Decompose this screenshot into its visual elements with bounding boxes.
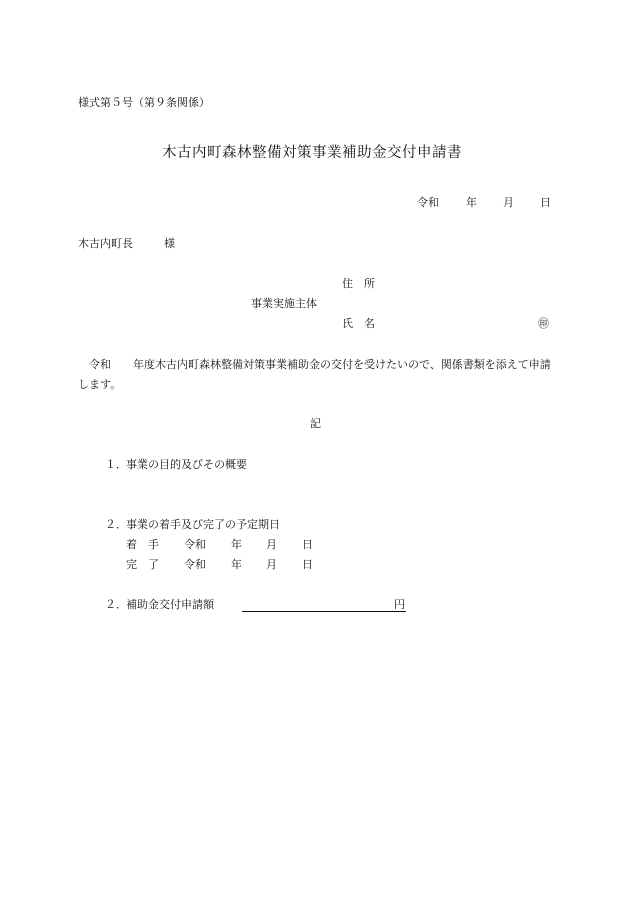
addressee-name: 木古内町長 (78, 237, 133, 250)
ki-label: 記 (310, 417, 321, 430)
document-title: 木古内町森林整備対策事業補助金交付申請書 (162, 145, 462, 161)
schedule-month: 月 (266, 558, 277, 571)
item-number: ２． (105, 598, 127, 611)
entity-label: 事業実施主体 (251, 297, 317, 310)
amount-underline (242, 611, 406, 612)
item-number: １． (105, 458, 127, 471)
address-label: 住 所 (342, 277, 375, 290)
date-day: 日 (540, 196, 551, 209)
date-era: 令和 (417, 196, 439, 209)
form-number: 様式第５号（第９条関係） (78, 96, 210, 109)
schedule-year: 年 (231, 558, 242, 571)
item-label: 事業の着手及び完了の予定期日 (126, 518, 280, 531)
body-paragraph: 令和 年度木古内町森林整備対策事業補助金の交付を受けたいので、関係書類を添えて申請します。 (78, 358, 551, 391)
schedule-month: 月 (266, 538, 277, 551)
item-label: 事業の目的及びその概要 (126, 458, 247, 471)
name-label: 氏 名 (342, 317, 375, 330)
schedule-label: 着 手 (126, 538, 159, 551)
schedule-year: 年 (231, 538, 242, 551)
schedule-label: 完 了 (126, 558, 159, 571)
addressee-honorific: 様 (164, 237, 175, 250)
schedule-era: 令和 (184, 538, 206, 551)
schedule-day: 日 (302, 538, 313, 551)
seal-mark: ㊞ (538, 317, 549, 330)
amount-unit: 円 (394, 598, 405, 611)
item-number: ２． (105, 518, 127, 531)
item-label: 補助金交付申請額 (126, 598, 214, 611)
schedule-day: 日 (302, 558, 313, 571)
date-month: 月 (503, 196, 514, 209)
date-year: 年 (466, 196, 477, 209)
schedule-era: 令和 (184, 558, 206, 571)
